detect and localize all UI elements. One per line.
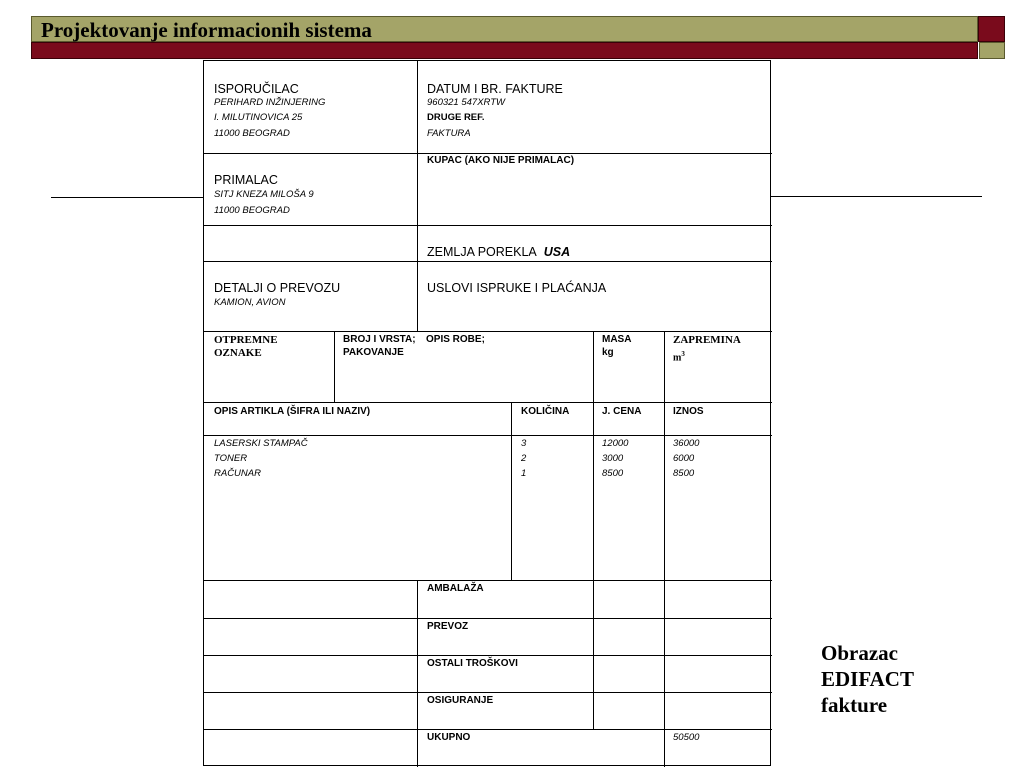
row-divider (204, 153, 772, 154)
other-ref-value: FAKTURA (427, 128, 471, 139)
title-banner (31, 16, 1005, 59)
item-amount: 8500 (673, 468, 695, 479)
col-divider (417, 61, 418, 331)
supplier-line: I. MILUTINOVICA 25 (214, 112, 303, 123)
item-name: RAČUNAR (214, 468, 261, 479)
item-quantity: 1 (521, 468, 527, 479)
insurance-label: OSIGURANJE (427, 695, 494, 706)
caption-line: Obrazac (821, 641, 898, 665)
row-divider (204, 261, 772, 262)
slide-caption (821, 640, 914, 718)
item-amount: 36000 (673, 438, 700, 449)
col-divider (664, 331, 665, 767)
row-divider (204, 402, 772, 403)
item-quantity: 2 (521, 453, 527, 464)
col-divider (511, 402, 512, 580)
banner-olive-bar (31, 16, 978, 42)
amount-header: IZNOS (673, 406, 704, 417)
item-name: LASERSKI STAMPAČ (214, 438, 308, 449)
row-divider (204, 225, 772, 226)
caption-line: fakture (821, 693, 888, 717)
invoice-date-value: 960321 547XRTW (427, 97, 505, 108)
item-unit-price: 12000 (602, 438, 629, 449)
transport-label: DETALJI O PREVOZU (214, 281, 341, 295)
banner-red-square (978, 16, 1005, 42)
item-unit-price: 3000 (602, 453, 624, 464)
delivery-terms-label: USLOVI ISPRUKE I PLAĆANJA (427, 281, 607, 295)
other-costs-label: OSTALI TROŠKOVI (427, 658, 518, 669)
goods-description-label: OPIS ROBE; (426, 334, 485, 345)
origin-field (427, 245, 570, 259)
col-divider (417, 580, 418, 767)
row-divider (204, 692, 772, 693)
count-type-label: BROJ I VRSTA; (343, 334, 416, 345)
shipping-marks-label: OTPREMNE (214, 334, 278, 346)
shipping-marks-label: OZNAKE (214, 347, 262, 359)
item-description-header: OPIS ARTIKLA (ŠIFRA ILI NAZIV) (214, 406, 371, 417)
total-value: 50500 (673, 732, 700, 743)
origin-label: ZEMLJA POREKLA (427, 245, 537, 259)
origin-value: USA (543, 245, 571, 259)
quantity-header: KOLIČINA (521, 406, 570, 417)
invoice-form (203, 60, 771, 766)
row-divider (204, 435, 772, 436)
row-divider (204, 655, 772, 656)
other-ref-label: DRUGE REF. (427, 112, 485, 123)
row-divider (204, 331, 772, 332)
buyer-label: KUPAC (AKO NIJE PRIMALAC) (427, 155, 575, 166)
supplier-line: 11000 BEOGRAD (214, 128, 290, 139)
supplier-line: PERIHARD INŽINJERING (214, 97, 326, 108)
slide-title: Projektovanje informacionih sistema (41, 18, 372, 42)
row-divider (204, 580, 772, 581)
count-type-label: PAKOVANJE (343, 347, 404, 358)
recipient-label: PRIMALAC (214, 173, 278, 187)
row-divider (204, 618, 772, 619)
item-unit-price: 8500 (602, 468, 624, 479)
mass-label: MASA (602, 334, 632, 345)
banner-olive-square (979, 42, 1005, 59)
item-quantity: 3 (521, 438, 527, 449)
recipient-line: 11000 BEOGRAD (214, 205, 290, 216)
transport-value: KAMION, AVION (214, 297, 286, 308)
caption-line: EDIFACT (821, 667, 914, 691)
banner-red-bar (31, 42, 978, 59)
mass-unit: kg (602, 347, 614, 358)
item-name: TONER (214, 453, 248, 464)
invoice-date-label: DATUM I BR. FAKTURE (427, 82, 563, 96)
volume-unit: $m^3$ (673, 350, 685, 364)
volume-label: ZAPREMINA (673, 334, 741, 346)
packaging-label: AMBALAŽA (427, 583, 484, 594)
recipient-line: SITJ KNEZA MILOŠA 9 (214, 189, 314, 200)
supplier-label: ISPORUČILAC (214, 82, 299, 96)
row-divider (204, 729, 772, 730)
unit-price-header: J. CENA (602, 406, 642, 417)
item-amount: 6000 (673, 453, 695, 464)
col-divider (593, 331, 594, 729)
right-rule (771, 196, 982, 197)
total-label: UKUPNO (427, 732, 471, 743)
left-rule (51, 197, 203, 198)
shipping-label: PREVOZ (427, 621, 469, 632)
col-divider (334, 331, 335, 402)
